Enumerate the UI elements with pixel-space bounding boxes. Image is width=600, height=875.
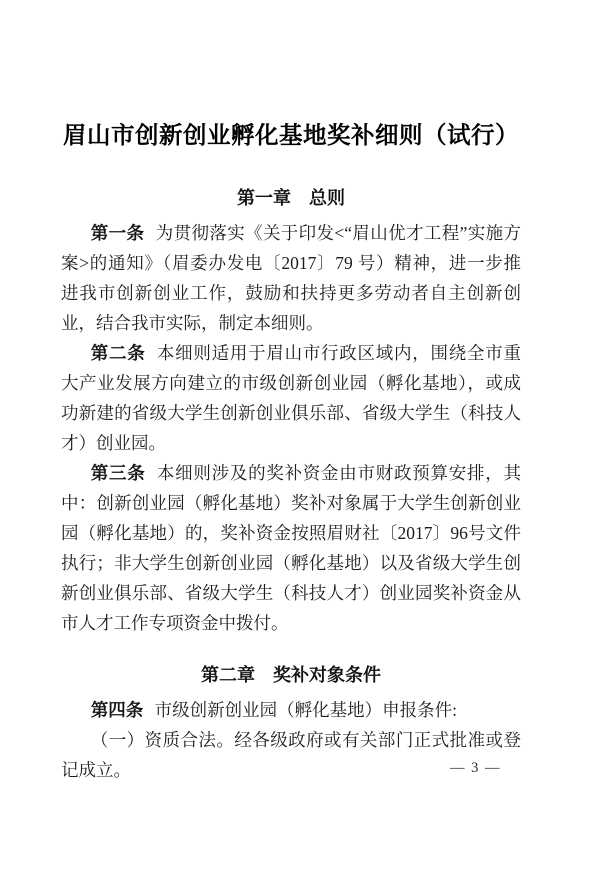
article-4 xyxy=(61,695,521,725)
article-2-text: 本细则适用于眉山市行政区域内，围绕全市重大产业发展方向建立的市级创新创业园（孵化基地），或成功新建的省级大学生创新创业俱乐部、省级大学生（科技人才）创业园。 xyxy=(61,343,521,453)
article-4-clause-1-text: （一）资质合法。经各级政府或有关部门正式批准或登记成立。 xyxy=(61,730,521,780)
document-title: 眉山市创新创业孵化基地奖补细则（试行） xyxy=(63,123,519,149)
chapter-1-body xyxy=(61,218,521,638)
chapter-1-heading: 第一章 总则 xyxy=(237,188,345,208)
chapter-2-heading: 第二章 奖补对象条件 xyxy=(201,665,381,685)
article-1 xyxy=(61,218,521,338)
article-3 xyxy=(61,458,521,638)
article-1-text: 为贯彻落实《关于印发<“眉山优才工程”实施方案>的通知》（眉委办发电〔2017〕79 号）精神，进一步推进我市创新创业工作，鼓励和扶持更多劳动者自主创新创业，结合我市实际，制定本细则。 xyxy=(61,223,522,333)
page-number: — 3 — xyxy=(450,760,501,776)
article-3-text: 本细则涉及的奖补资金由市财政预算安排，其中：创新创业园（孵化基地）奖补对象属于大学生创新创业园（孵化基地）的，奖补资金按照眉财社〔2017〕96号文件执行；非大学生创新创业园（孵化基地）以及省级大学生创新创业俱乐部、省级大学生（科技人才）创业园奖补资金从市人才工作专项资金中拨付。 xyxy=(61,463,521,633)
article-2 xyxy=(61,338,521,458)
article-1-number: 第一条 xyxy=(90,223,145,243)
article-4-number: 第四条 xyxy=(90,700,144,720)
article-2-number: 第二条 xyxy=(90,343,146,363)
article-3-number: 第三条 xyxy=(90,463,146,483)
article-4-text: 市级创新创业园（孵化基地）申报条件: xyxy=(154,700,457,720)
